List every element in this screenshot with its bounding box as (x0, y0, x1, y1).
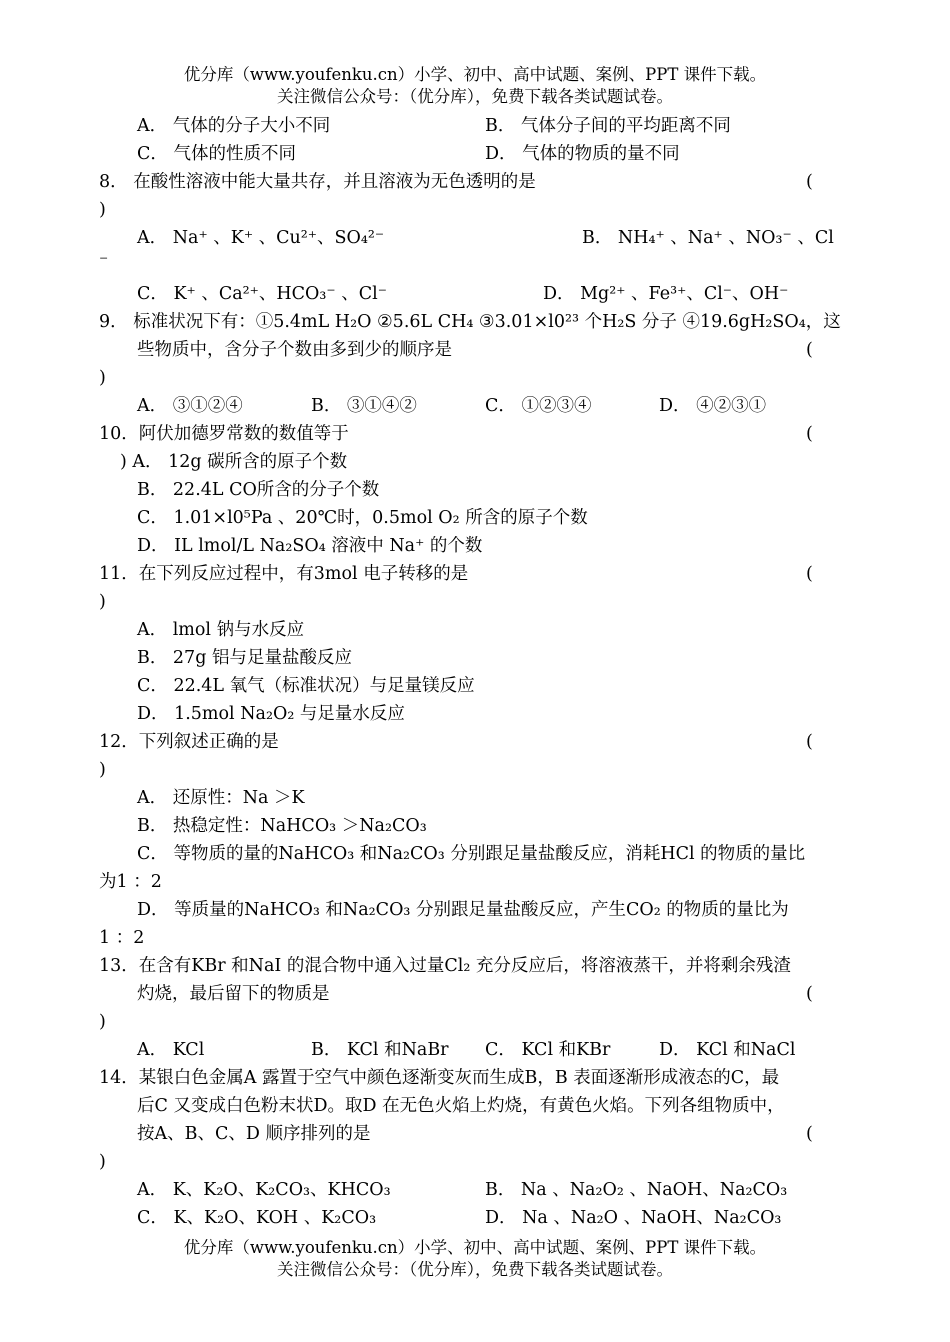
q13-option-d: D． KCl 和NaCl (659, 1040, 796, 1060)
q9-answer-close: ) (99, 368, 106, 388)
q11-option-c: C． 22.4L 氧气（标准状况）与足量镁反应 (137, 676, 475, 696)
q9-stem-line1: 9． 标准状况下有：①5.4mL H₂O ②5.6L CH₄ ③3.01×l0²³ 个H₂S 分子 ④19.6gH₂SO₄，这 (99, 312, 841, 332)
q11-option-a: A． lmol 钠与水反应 (137, 620, 305, 640)
q9-option-d: D． ④②③① (659, 396, 767, 416)
q9-option-c: C． ①②③④ (485, 396, 592, 416)
page-footer-line2: 关注微信公众号：（优分库），免费下载各类试题试卷。 (277, 1260, 673, 1279)
q8-option-b: B． NH₄⁺ 、Na⁺ 、NO₃⁻ 、Cl (582, 228, 834, 248)
q7-option-c: C． 气体的性质不同 (137, 144, 296, 164)
q13-stem-line1: 13．在含有KBr 和NaI 的混合物中通入过量Cl₂ 充分反应后，将溶液蒸干，并将剩余残渣 (99, 956, 791, 976)
q9-stem-line2: 些物质中，含分子个数由多到少的顺序是 (137, 340, 452, 360)
q12-stem: 12．下列叙述正确的是 (99, 732, 279, 752)
q8-option-c: C． K⁺ 、Ca²⁺、HCO₃⁻ 、Cl⁻ (137, 284, 387, 304)
q13-answer-open: ( (806, 984, 813, 1004)
q11-answer-open: ( (806, 564, 813, 584)
q13-option-b: B． KCl 和NaBr (311, 1040, 449, 1060)
q12-option-b: B． 热稳定性：NaHCO₃ ＞Na₂CO₃ (137, 816, 427, 836)
q10-option-d: D． IL lmol/L Na₂SO₄ 溶液中 Na⁺ 的个数 (137, 536, 483, 556)
q14-answer-open: ( (806, 1124, 813, 1144)
q7-option-d: D． 气体的物质的量不同 (485, 144, 680, 164)
q11-answer-close: ) (99, 592, 106, 612)
q7-option-b: B． 气体分子间的平均距离不同 (485, 116, 731, 136)
q13-stem-line2: 灼烧，最后留下的物质是 (137, 984, 330, 1004)
q13-option-a: A． KCl (137, 1040, 205, 1060)
q14-stem-line2: 后C 又变成白色粉末状D。取D 在无色火焰上灼烧，有黄色火焰。下列各组物质中， (137, 1096, 785, 1116)
q13-answer-close: ) (99, 1012, 106, 1032)
q10-option-b: B． 22.4L CO所含的分子个数 (137, 480, 380, 500)
q14-stem-line1: 14．某银白色金属A 露置于空气中颜色逐渐变灰而生成B，B 表面逐渐形成液态的C，最 (99, 1068, 780, 1088)
q12-answer-open: ( (806, 732, 813, 752)
q8-option-d: D． Mg²⁺ 、Fe³⁺、Cl⁻、OH⁻ (543, 284, 789, 304)
q10-answer-open: ( (806, 424, 813, 444)
q14-option-c: C． K、K₂O、KOH 、K₂CO₃ (137, 1208, 377, 1228)
q9-answer-open: ( (806, 340, 813, 360)
q10-stem: 10．阿伏加德罗常数的数值等于 (99, 424, 349, 444)
q8-answer-close: ) (99, 200, 106, 220)
page-header-line2: 关注微信公众号：（优分库），免费下载各类试题试卷。 (277, 87, 673, 106)
q8-option-a: A． Na⁺ 、K⁺ 、Cu²⁺、SO₄²⁻ (137, 228, 385, 248)
q14-option-b: B． Na 、Na₂O₂ 、NaOH、Na₂CO₃ (485, 1180, 788, 1200)
q10-option-c: C． 1.01×l0⁵Pa 、20℃时，0.5mol O₂ 所含的原子个数 (137, 508, 588, 528)
q13-option-c: C． KCl 和KBr (485, 1040, 611, 1060)
q12-option-c-line1: C． 等物质的量的NaHCO₃ 和Na₂CO₃ 分别跟足量盐酸反应，消耗HCl 的物质的量比 (137, 844, 806, 864)
q11-option-d: D． 1.5mol Na₂O₂ 与足量水反应 (137, 704, 405, 724)
q9-option-b: B． ③①④② (311, 396, 417, 416)
q14-option-a: A． K、K₂O、K₂CO₃、KHCO₃ (137, 1180, 391, 1200)
q12-option-c-line2: 为1 ：2 (99, 872, 162, 892)
q7-option-a: A． 气体的分子大小不同 (137, 116, 331, 136)
q11-option-b: B． 27g 铝与足量盐酸反应 (137, 648, 352, 668)
q11-stem: 11．在下列反应过程中，有3mol 电子转移的是 (99, 564, 469, 584)
q8-stem: 8． 在酸性溶液中能大量共存，并且溶液为无色透明的是 (99, 172, 536, 192)
q14-answer-close: ) (99, 1152, 106, 1172)
page-footer-line1: 优分库（www.youfenku.cn）小学、初中、高中试题、案例、PPT 课件下载。 (183, 1238, 767, 1257)
page-header-line1: 优分库（www.youfenku.cn）小学、初中、高中试题、案例、PPT 课件下载。 (183, 65, 767, 84)
q8-answer-open: ( (806, 172, 813, 192)
q8-option-b-cont: ⁻ (99, 252, 109, 272)
q12-answer-close: ) (99, 760, 106, 780)
q12-option-d-line1: D． 等质量的NaHCO₃ 和Na₂CO₃ 分别跟足量盐酸反应，产生CO₂ 的物质的量比为 (137, 900, 789, 920)
q10-option-a: ) A． 12g 碳所含的原子个数 (120, 452, 348, 472)
q12-option-d-line2: 1 ：2 (99, 928, 145, 948)
q14-option-d: D． Na 、Na₂O 、NaOH、Na₂CO₃ (485, 1208, 782, 1228)
q12-option-a: A． 还原性：Na ＞K (137, 788, 305, 808)
q14-stem-line3: 按A、B、C、D 顺序排列的是 (137, 1124, 371, 1144)
q9-option-a: A． ③①②④ (137, 396, 243, 416)
